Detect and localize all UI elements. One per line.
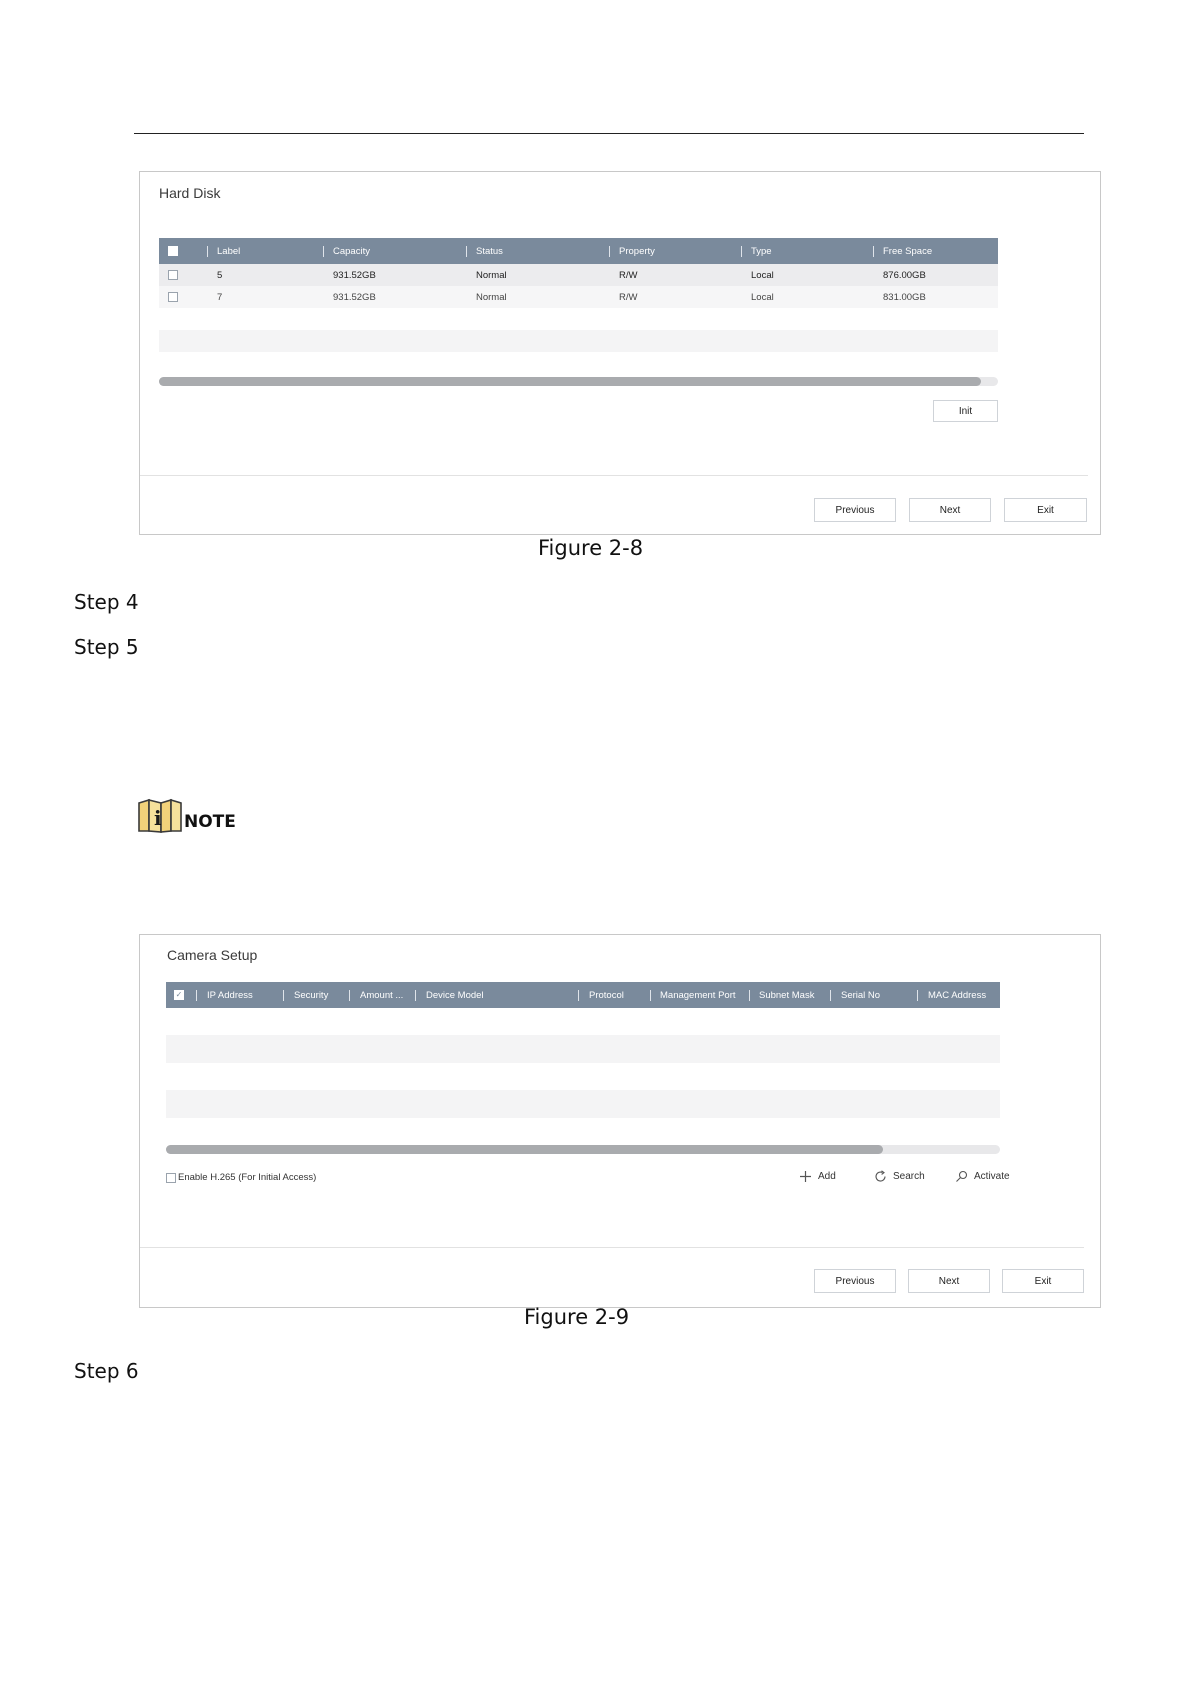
add-button[interactable] [799, 1170, 836, 1183]
empty-row [159, 330, 998, 352]
row-status: Normal [476, 269, 507, 281]
key-icon [955, 1170, 968, 1183]
horizontal-scrollbar[interactable] [166, 1145, 1000, 1154]
row-capacity: 931.52GB [333, 269, 376, 281]
column-header-capacity[interactable]: Capacity [333, 245, 370, 257]
footer-divider [140, 1247, 1084, 1248]
row-free-space: 831.00GB [883, 291, 926, 303]
empty-row [166, 1035, 1000, 1063]
column-header-ip-address[interactable]: IP Address [207, 989, 253, 1001]
row-free-space: 876.00GB [883, 269, 926, 281]
figure-caption: Figure 2-9 [524, 1305, 630, 1329]
select-all-checkbox[interactable] [168, 238, 178, 264]
activate-label: Activate [974, 1171, 1010, 1182]
footer-divider [140, 475, 1088, 476]
column-header-serial-no[interactable]: Serial No [841, 989, 881, 1001]
figure-caption: Figure 2-8 [538, 536, 644, 560]
row-capacity: 931.52GB [333, 291, 376, 303]
scrollbar-thumb[interactable] [166, 1145, 883, 1154]
hard-disk-table-header [159, 238, 998, 264]
step-label: Step 4 [74, 590, 139, 614]
note-block [137, 797, 257, 833]
search-button[interactable] [874, 1170, 925, 1183]
hard-disk-panel [139, 171, 1101, 535]
row-type: Local [751, 291, 774, 303]
column-header-mac-address[interactable]: MAC Address [928, 989, 987, 1001]
init-button[interactable]: Init [933, 400, 998, 422]
step-label: Step 5 [74, 635, 139, 659]
camera-setup-panel [139, 934, 1101, 1308]
column-header-status[interactable]: Status [476, 245, 503, 257]
next-button[interactable]: Next [908, 1269, 990, 1293]
row-label: 5 [217, 269, 223, 281]
scrollbar-thumb[interactable] [159, 377, 981, 386]
enable-h265-checkbox[interactable] [166, 1173, 176, 1183]
row-type: Local [751, 269, 774, 281]
info-book-icon [137, 797, 183, 833]
empty-row [166, 1090, 1000, 1118]
column-header-free-space[interactable]: Free Space [883, 245, 933, 257]
next-button[interactable]: Next [909, 498, 991, 522]
row-checkbox[interactable] [168, 286, 178, 308]
refresh-icon [874, 1170, 887, 1183]
activate-button[interactable] [955, 1170, 1010, 1183]
camera-table-header [166, 982, 1000, 1008]
column-header-protocol[interactable]: Protocol [589, 989, 624, 1001]
plus-icon [799, 1170, 812, 1183]
add-label: Add [818, 1171, 836, 1182]
previous-button[interactable]: Previous [814, 1269, 896, 1293]
page-header-rule [134, 133, 1084, 134]
column-header-subnet-mask[interactable]: Subnet Mask [759, 989, 815, 1001]
column-header-security[interactable]: Security [294, 989, 329, 1001]
column-header-management-port[interactable]: Management Port [660, 989, 736, 1001]
column-header-label[interactable]: Label [217, 245, 241, 257]
row-property: R/W [619, 291, 638, 303]
panel-title: Camera Setup [167, 947, 258, 963]
panel-title: Hard Disk [159, 185, 221, 201]
table-row[interactable] [159, 286, 998, 308]
exit-button[interactable]: Exit [1002, 1269, 1084, 1293]
step-label: Step 6 [74, 1359, 139, 1383]
table-row[interactable] [159, 264, 998, 286]
select-all-checkbox[interactable]: ✓ [175, 990, 183, 999]
enable-h265-option[interactable] [166, 1172, 316, 1183]
svg-text:i: i [154, 806, 162, 830]
row-property: R/W [619, 269, 638, 281]
row-label: 7 [217, 291, 223, 303]
note-label: NOTE [184, 812, 236, 832]
horizontal-scrollbar[interactable] [159, 377, 998, 386]
row-status: Normal [476, 291, 507, 303]
enable-h265-label: Enable H.265 (For Initial Access) [178, 1172, 317, 1183]
search-label: Search [893, 1171, 925, 1182]
column-header-device-model[interactable]: Device Model [426, 989, 484, 1001]
column-header-amount[interactable]: Amount ... [360, 989, 404, 1001]
column-header-property[interactable]: Property [619, 245, 655, 257]
previous-button[interactable]: Previous [814, 498, 896, 522]
exit-button[interactable]: Exit [1004, 498, 1087, 522]
column-header-type[interactable]: Type [751, 245, 772, 257]
row-checkbox[interactable] [168, 264, 178, 286]
